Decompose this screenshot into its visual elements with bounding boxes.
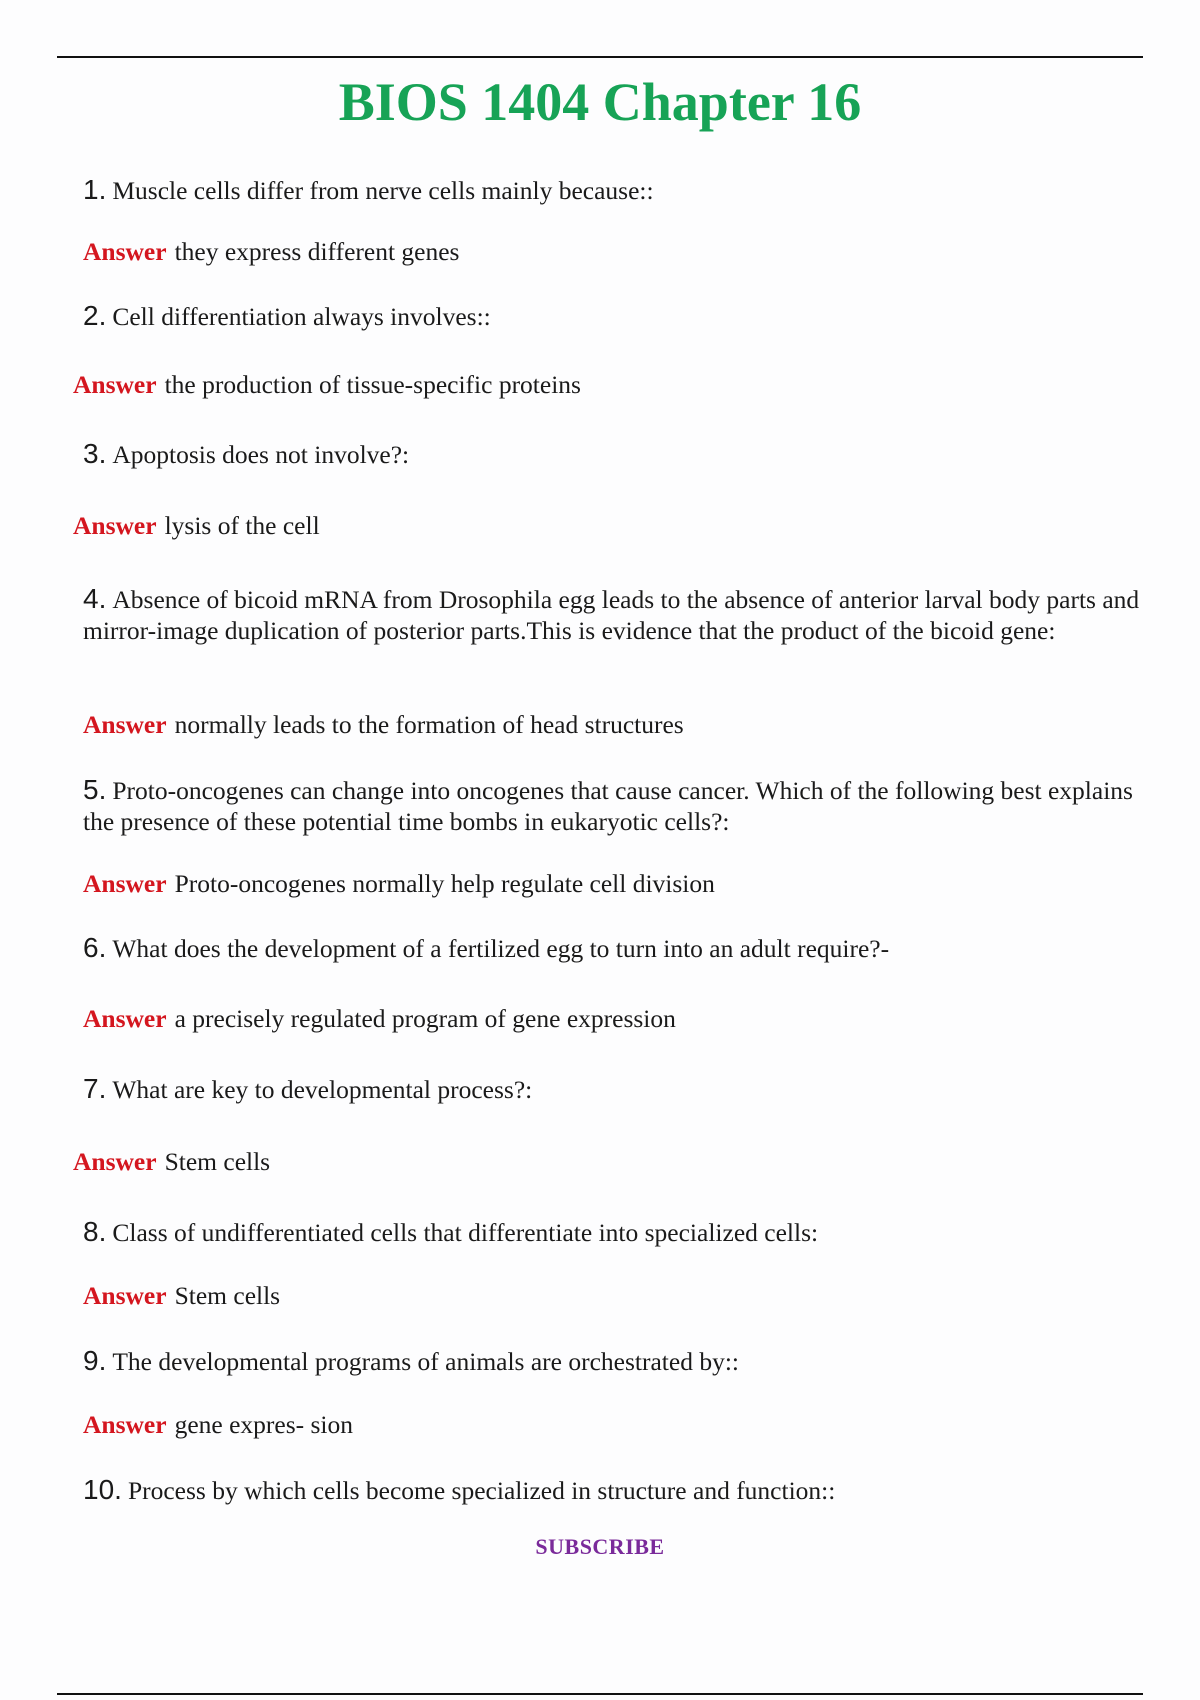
question-number: 8. — [83, 1216, 107, 1247]
question-number: 4. — [83, 583, 107, 614]
question-text: What does the development of a fertilized egg to turn into an adult require?- — [112, 934, 890, 963]
question-number: 10. — [83, 1474, 122, 1505]
question-number: 5. — [83, 774, 107, 805]
answer-6 — [83, 1003, 676, 1034]
answer-label: Answer — [83, 869, 167, 898]
answer-label: Answer — [83, 710, 167, 739]
answer-2 — [73, 369, 581, 400]
question-6 — [83, 932, 1143, 964]
question-9 — [83, 1345, 1143, 1377]
answer-text: normally leads to the formation of head structures — [174, 710, 684, 739]
answer-label: Answer — [73, 370, 157, 399]
question-1 — [83, 174, 1143, 206]
answer-5 — [83, 868, 715, 899]
page-title: BIOS 1404 Chapter 16 — [338, 72, 862, 132]
question-text: The developmental programs of animals are orchestrated by:: — [112, 1347, 740, 1376]
question-text: Muscle cells differ from nerve cells mainly because:: — [112, 176, 654, 205]
answer-4 — [83, 709, 684, 740]
question-text: Apoptosis does not involve?: — [112, 440, 410, 469]
question-text: Absence of bicoid mRNA from Drosophila egg leads to the absence of anterior larval body parts and mirror-image duplication of posterior parts.This is evidence that the product of the bicoid gene: — [83, 585, 1140, 645]
answer-7 — [73, 1146, 270, 1177]
answer-8 — [83, 1280, 280, 1311]
answer-9 — [83, 1409, 353, 1440]
answer-label: Answer — [83, 1004, 167, 1033]
answer-text: Stem cells — [174, 1281, 281, 1310]
question-text: Proto-oncogenes can change into oncogenes that cause cancer. Which of the following best explains the presence of these potential time bombs in eukaryotic cells?: — [83, 776, 1133, 836]
answer-text: gene expres- sion — [174, 1410, 354, 1439]
answer-3 — [73, 510, 320, 541]
question-8 — [83, 1216, 1143, 1248]
answer-text: lysis of the cell — [164, 511, 320, 540]
question-2 — [83, 300, 1143, 332]
answer-text: the production of tissue-specific proteins — [164, 370, 581, 399]
question-text: Class of undifferentiated cells that differentiate into specialized cells: — [112, 1218, 819, 1247]
question-10 — [83, 1474, 1143, 1506]
question-3 — [83, 438, 1143, 470]
question-number: 1. — [83, 174, 107, 205]
answer-text: they express different genes — [174, 237, 460, 266]
answer-label: Answer — [73, 511, 157, 540]
answer-label: Answer — [73, 1147, 157, 1176]
question-5 — [83, 774, 1143, 837]
question-text: Cell differentiation always involves:: — [112, 302, 491, 331]
answer-label: Answer — [83, 237, 167, 266]
question-text: What are key to developmental process?: — [112, 1075, 533, 1104]
answer-label: Answer — [83, 1410, 167, 1439]
answer-text: a precisely regulated program of gene expression — [174, 1004, 676, 1033]
question-text: Process by which cells become specialized in structure and function:: — [127, 1476, 836, 1505]
question-number: 7. — [83, 1073, 107, 1104]
question-number: 2. — [83, 300, 107, 331]
answer-text: Proto-oncogenes normally help regulate cell division — [174, 869, 715, 898]
bottom-rule — [57, 1693, 1143, 1695]
question-number: 9. — [83, 1345, 107, 1376]
subscribe-link[interactable]: SUBSCRIBE — [535, 1534, 665, 1559]
answer-label: Answer — [83, 1281, 167, 1310]
top-rule — [57, 56, 1143, 58]
answer-1 — [83, 236, 459, 267]
question-number: 6. — [83, 932, 107, 963]
question-4 — [83, 583, 1143, 646]
question-number: 3. — [83, 438, 107, 469]
question-7 — [83, 1073, 1143, 1105]
answer-text: Stem cells — [164, 1147, 271, 1176]
